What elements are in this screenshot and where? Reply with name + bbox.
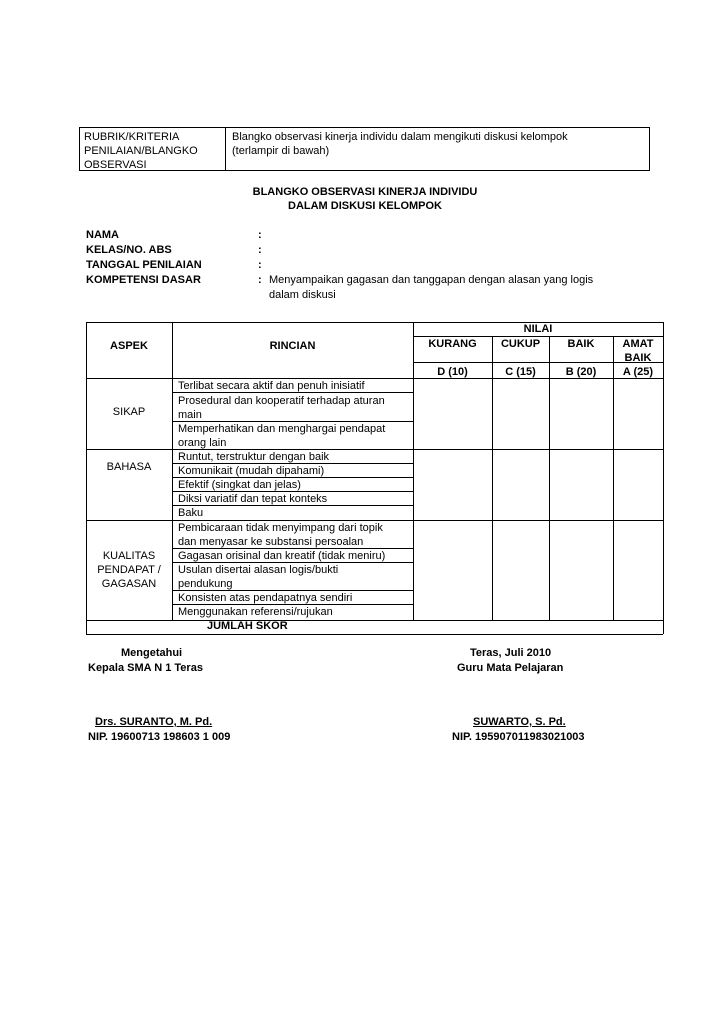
item-sikap-2: Prosedural dan kooperatif terhadap aturan main	[178, 395, 385, 421]
form-title-line2: DALAM DISKUSI KELOMPOK	[288, 200, 442, 212]
item-kualitas-1: Pembicaraan tidak menyimpang dari topik dan menyasar ke substansi persoalan	[178, 522, 383, 548]
level-cukup: CUKUP	[500, 338, 541, 350]
item-bahasa-2: Komunikait (mudah dipahami)	[178, 465, 325, 477]
rubric-divider	[225, 128, 226, 170]
sig-left-line1: Mengetahui	[121, 647, 183, 659]
identity-label-nama: NAMA	[86, 229, 119, 241]
identity-label-tanggal: TANGGAL PENILAIAN	[86, 259, 202, 271]
sig-right-nip: NIP. 195907011983021003	[452, 731, 585, 743]
score-b: B (20)	[565, 366, 597, 378]
table-rule	[172, 322, 173, 620]
level-amat-baik: AMAT BAIK	[622, 338, 654, 364]
table-rule	[86, 634, 663, 635]
item-bahasa-3: Efektif (singkat dan jelas)	[178, 479, 301, 491]
item-kualitas-2: Gagasan orisinal dan kreatif (tidak meniru)	[178, 550, 386, 562]
item-kualitas-3: Usulan disertai alasan logis/bukti pendukung	[178, 564, 339, 590]
form-title	[200, 185, 530, 213]
aspect-sikap: SIKAP	[112, 406, 146, 418]
sig-right-name: SUWARTO, S. Pd.	[473, 716, 566, 728]
sig-right-line2: Guru Mata Pelajaran	[457, 662, 564, 674]
score-a: A (25)	[622, 366, 654, 378]
table-rule	[86, 620, 663, 621]
level-kurang: KURANG	[428, 338, 477, 350]
colon: :	[258, 274, 262, 286]
sig-left-name: Drs. SURANTO, M. Pd.	[95, 716, 213, 728]
item-kualitas-5: Menggunakan referensi/rujukan	[178, 606, 333, 618]
rubric-box	[79, 127, 650, 171]
rubric-value: Blangko observasi kinerja individu dalam mengikuti diskusi kelompok (terlampir di bawah)	[232, 131, 568, 157]
colon: :	[258, 229, 262, 241]
item-bahasa-1: Runtut, terstruktur dengan baik	[178, 451, 330, 463]
header-aspek: ASPEK	[110, 340, 148, 352]
header-nilai: NILAI	[523, 323, 553, 335]
identity-label-kompetensi: KOMPETENSI DASAR	[86, 274, 201, 286]
identity-labels	[86, 228, 202, 288]
aspect-bahasa: BAHASA	[106, 461, 152, 473]
form-title-line1: BLANGKO OBSERVASI KINERJA INDIVIDU	[252, 186, 478, 198]
item-bahasa-4: Diksi variatif dan tepat konteks	[178, 493, 328, 505]
kompetensi-value: Menyampaikan gagasan dan tanggapan dengan alasan yang logis dalam diskusi	[269, 274, 594, 301]
sig-right-line1: Teras, Juli 2010	[470, 647, 552, 659]
table-rule	[663, 322, 664, 634]
identity-label-kelas: KELAS/NO. ABS	[86, 244, 172, 256]
sig-left-line2: Kepala SMA N 1 Teras	[88, 662, 203, 674]
sig-left-nip: NIP. 19600713 198603 1 009	[88, 731, 231, 743]
level-baik: BAIK	[567, 338, 595, 350]
score-d: D (10)	[437, 366, 468, 378]
item-sikap-3: Memperhatikan dan menghargai pendapat orang lain	[178, 423, 386, 449]
header-rincian: RINCIAN	[269, 340, 316, 352]
item-sikap-1: Terlibat secara aktif dan penuh inisiatif	[178, 380, 365, 392]
score-c: C (15)	[505, 366, 536, 378]
aspect-kualitas: KUALITAS PENDAPAT / GAGASAN	[97, 550, 161, 590]
identity-colons	[258, 228, 262, 288]
item-kualitas-4: Konsisten atas pendapatnya sendiri	[178, 592, 353, 604]
colon: :	[258, 244, 262, 256]
colon: :	[258, 259, 262, 271]
item-bahasa-5: Baku	[178, 507, 204, 519]
total-score-label: JUMLAH SKOR	[207, 620, 288, 632]
rubric-label: RUBRIK/KRITERIA PENILAIAN/BLANGKO OBSERVASI	[84, 131, 198, 171]
